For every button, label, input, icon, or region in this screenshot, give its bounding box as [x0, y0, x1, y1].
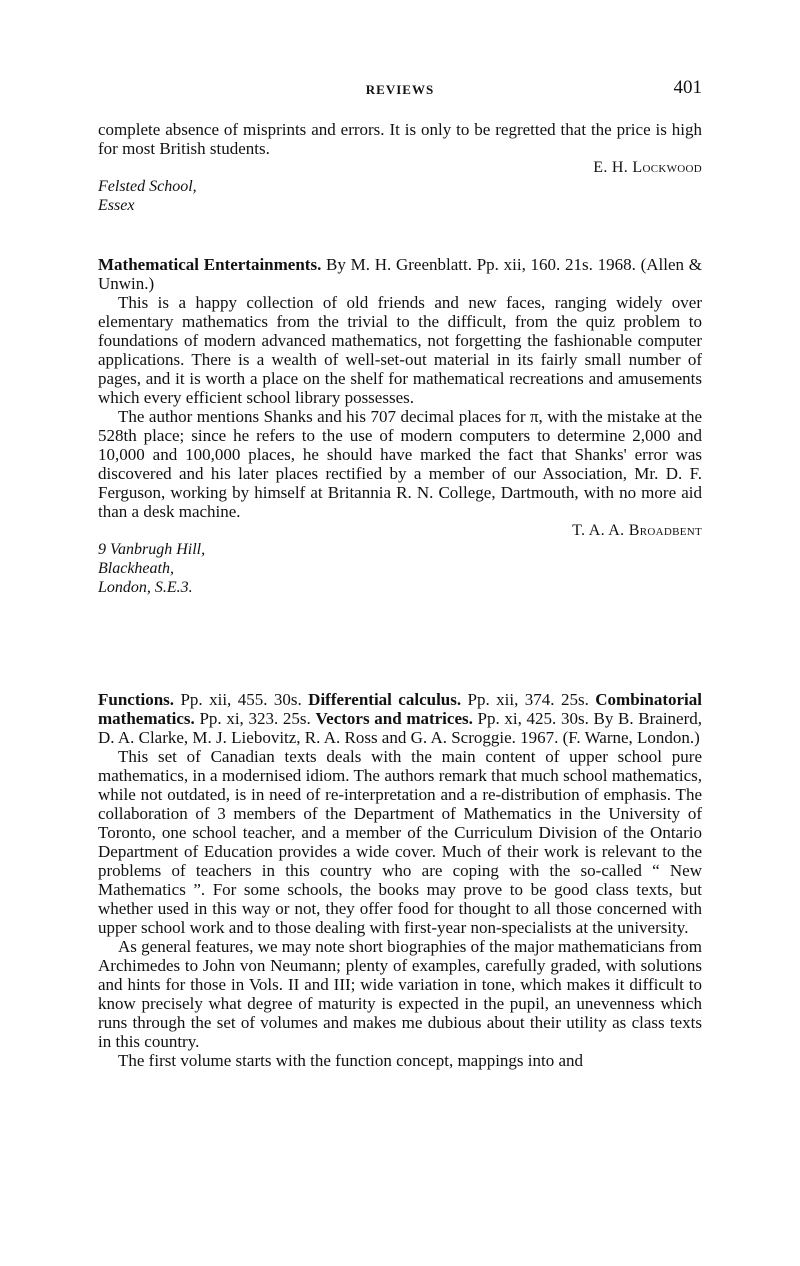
review-heading — [98, 690, 702, 747]
page-number: 401 — [673, 77, 702, 98]
reviewer-signature: T. A. A. Broadbent — [572, 522, 702, 539]
review-paragraph: The first volume starts with the function concept, mappings into and — [118, 1051, 584, 1070]
book-citation: Pp. xi, 425. 30s. By B. Brainerd, D. A. Clarke, M. J. Liebovitz, R. A. Ross and G. A. Scroggie. 1967. (F. Warne, London.) — [98, 709, 703, 747]
address-line: Felsted School, — [98, 178, 197, 195]
review-paragraph: The author mentions Shanks and his 707 decimal places for π, with the mistake at the 528th place; since he refers to the use of modern computers to determine 2,000 and 10,000 and 100,000 places, he should have marked the fact that Shanks' error was discovered and his later places rectified by a member of our Association, Mr. D. F. Ferguson, working by himself at Britannia R. N. College, Dartmouth, with no more aid than a desk machine. — [98, 407, 702, 521]
review-paragraph: complete absence of misprints and errors. It is only to be regretted that the price is high for most British students. — [98, 120, 702, 158]
review-paragraph: This set of Canadian texts deals with the main content of upper school pure mathematics, in a modernised idiom. The authors remark that much school mathematics, while not outdated, is in need of re-interpretation and a re-distribution of emphasis. The collaboration of 3 members of the Department of Mathematics in the University of Toronto, one school teacher, and a member of the Curriculum Division of the Ontario Department of Education provides a wide cover. Much of their work is relevant to the problems of teachers in this country who are coping with the so-called “ New Mathematics ”. For some schools, the books may prove to be good class texts, but whether used in this way or not, they offer food for thought to all those concerned with upper school work and to those dealing with first-year non-specialists at the university. — [98, 747, 702, 937]
book-title: Differential calculus. — [308, 690, 462, 709]
review-heading — [98, 255, 702, 293]
book-title: Mathematical Entertainments. — [98, 255, 322, 274]
review-paragraph: As general features, we may note short biographies of the major mathematicians from Archimedes to John von Neumann; plenty of examples, carefully graded, with solutions and hints for those in Vols. II and III; wide variation in tone, which makes it difficult to know precisely what degree of maturity is expected in the pupil, an unevenness which runs through the set of volumes and makes me dubious about their utility as class texts in this country. — [98, 937, 702, 1051]
running-head — [98, 78, 702, 100]
review-brainerd — [98, 690, 702, 1070]
review-paragraph: This is a happy collection of old friends and new faces, ranging widely over elementary mathematics from the trivial to the difficult, from the quiz problem to foundations of modern advanced mathematics, not forgetting the fashionable computer applications. There is a wealth of well-set-out material in its fairly small number of pages, and it is worth a place on the shelf for mathematical recreations and amusements which every efficient school library possesses. — [98, 293, 702, 407]
book-citation: Pp. xi, 323. 25s. — [194, 709, 316, 728]
reviewer-address — [98, 177, 702, 215]
reviewer-signature: E. H. Lockwood — [593, 159, 702, 176]
address-line: 9 Vanbrugh Hill, — [98, 541, 206, 558]
review-lockwood — [98, 120, 702, 215]
book-title: Functions. — [98, 690, 175, 709]
review-greenblatt — [98, 255, 702, 597]
book-title: Combinatorial mathematics. — [98, 690, 702, 728]
address-line: Essex — [98, 197, 135, 214]
reviewer-address — [98, 540, 702, 597]
book-citation: Pp. xii, 374. 25s. — [461, 690, 596, 709]
book-citation: Pp. xii, 455. 30s. — [174, 690, 309, 709]
address-line: Blackheath, — [98, 560, 174, 577]
book-title: Vectors and matrices. — [315, 709, 473, 728]
book-citation: By M. H. Greenblatt. Pp. xii, 160. 21s. 1968. (Allen & Unwin.) — [98, 255, 702, 293]
address-line: London, S.E.3. — [98, 579, 193, 596]
running-title: REVIEWS — [365, 82, 435, 97]
